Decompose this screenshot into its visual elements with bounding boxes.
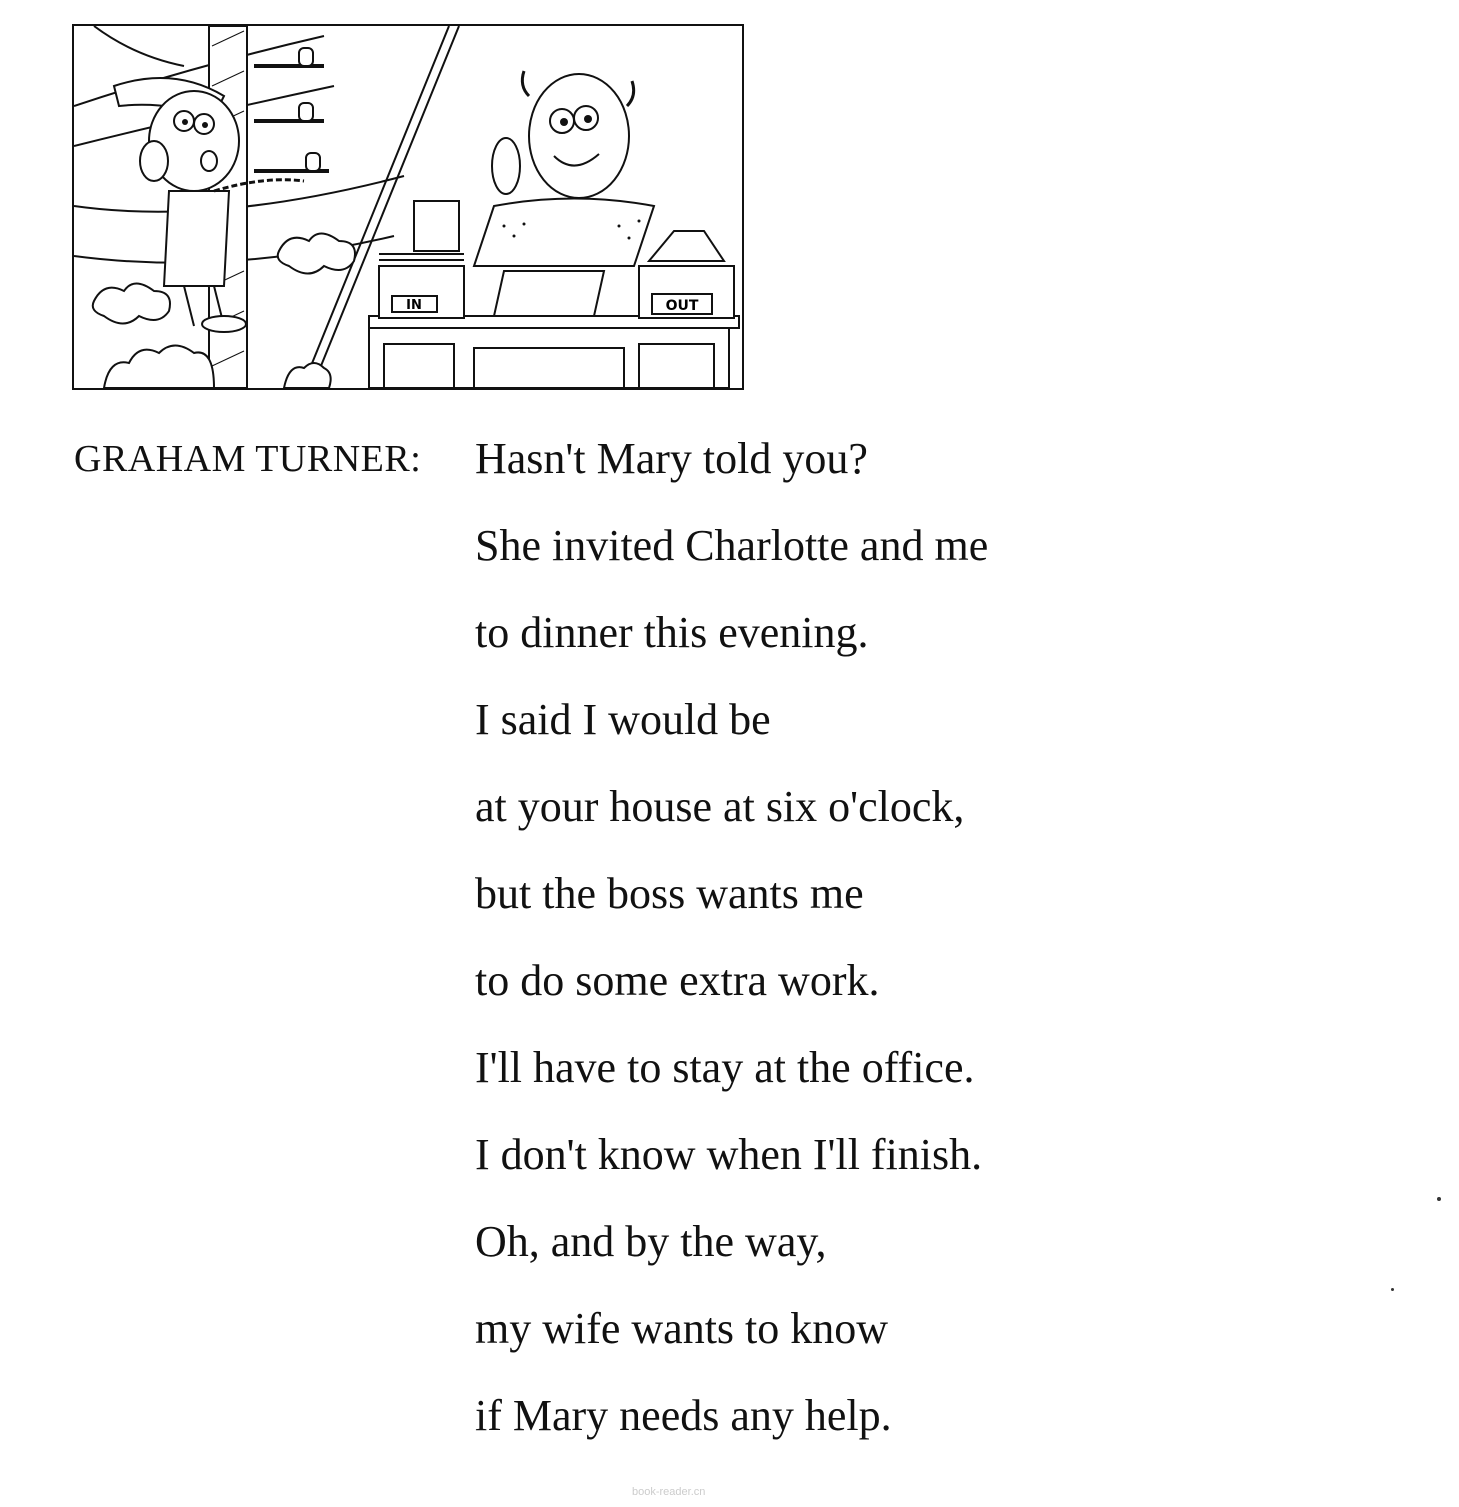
- dialogue-line: Oh, and by the way,: [475, 1217, 827, 1266]
- dialogue-line: my wife wants to know: [475, 1304, 889, 1353]
- speck-mark: [1437, 1197, 1441, 1201]
- dialogue-line: I'll have to stay at the office.: [475, 1043, 975, 1092]
- dialogue-line: if Mary needs any help.: [475, 1391, 892, 1440]
- dialogue-line: Hasn't Mary told you?: [475, 434, 868, 483]
- cartoon-drawing: [74, 26, 742, 388]
- speck-mark: [1391, 1288, 1394, 1291]
- speaker-name: GRAHAM TURNER:: [74, 438, 422, 480]
- dialogue-line: She invited Charlotte and me: [475, 521, 989, 570]
- cartoon-illustration: [72, 24, 744, 390]
- dialogue-line: I don't know when I'll finish.: [475, 1130, 983, 1179]
- dialogue-line: at your house at six o'clock,: [475, 782, 965, 831]
- out-tray-label: OUT: [665, 298, 699, 314]
- dialogue-line: to dinner this evening.: [475, 608, 869, 657]
- watermark: book-reader.cn: [632, 1486, 706, 1498]
- dialogue-line: but the boss wants me: [475, 869, 864, 918]
- in-tray-label: IN: [406, 298, 422, 313]
- dialogue-line: I said I would be: [475, 695, 771, 744]
- dialogue-lines: [475, 430, 988, 1474]
- dialogue-line: to do some extra work.: [475, 956, 880, 1005]
